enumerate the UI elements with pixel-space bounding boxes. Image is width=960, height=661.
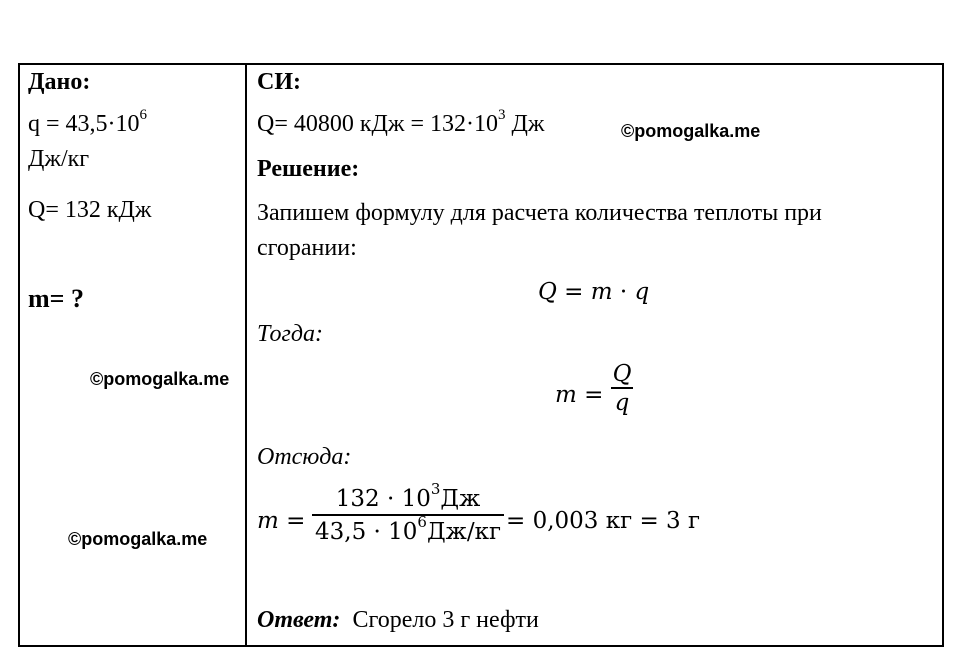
- solution-table: [18, 63, 944, 647]
- solution-intro-line-2: сгорании:: [257, 235, 357, 261]
- answer-text: Сгорело 3 г нефти: [352, 607, 539, 633]
- answer-line: [257, 606, 539, 634]
- formula-result-fraction: [312, 480, 504, 548]
- watermark-text: ©pomogalka.me: [90, 369, 230, 389]
- find-mass: m= ?: [28, 284, 84, 313]
- column-divider: [245, 63, 247, 647]
- from-label: Отсюда:: [257, 444, 352, 470]
- given-heading: Дано:: [28, 69, 91, 95]
- formula-mass-lhs: m =: [555, 382, 604, 408]
- formula-result-lhs: m =: [257, 508, 306, 534]
- watermark-text: ©pomogalka.me: [621, 121, 761, 141]
- then-label: Тогда:: [257, 321, 323, 347]
- given-q-unit: Дж/кг: [28, 146, 90, 172]
- formula-heat: Q = m · q: [538, 279, 650, 305]
- si-heading: СИ:: [257, 69, 301, 95]
- solution-intro-line-1: Запишем формулу для расчета количества теплоты при: [257, 200, 822, 226]
- formula-result-value: = 0,003 кг = 3 г: [506, 508, 701, 534]
- si-conversion: Q= 40800 кДж = $132\cdot 10^3$ Дж: [257, 107, 545, 137]
- given-heat-value: Q= 132 кДж: [28, 197, 152, 223]
- fraction-numerator: Q: [612, 361, 632, 387]
- solution-heading: Решение:: [257, 156, 360, 182]
- given-q-value: $q = 43,5\cdot 10^6$: [28, 107, 148, 137]
- fraction-denominator: q: [614, 390, 630, 416]
- watermark-text: ©pomogalka.me: [68, 529, 208, 549]
- result-numerator: $132 \cdot 10^3Дж$: [335, 480, 481, 512]
- formula-mass-fraction: [611, 361, 633, 417]
- answer-label: Ответ:: [257, 607, 341, 633]
- result-denominator: $43,5 \cdot 10^6Дж/кг$: [315, 513, 501, 545]
